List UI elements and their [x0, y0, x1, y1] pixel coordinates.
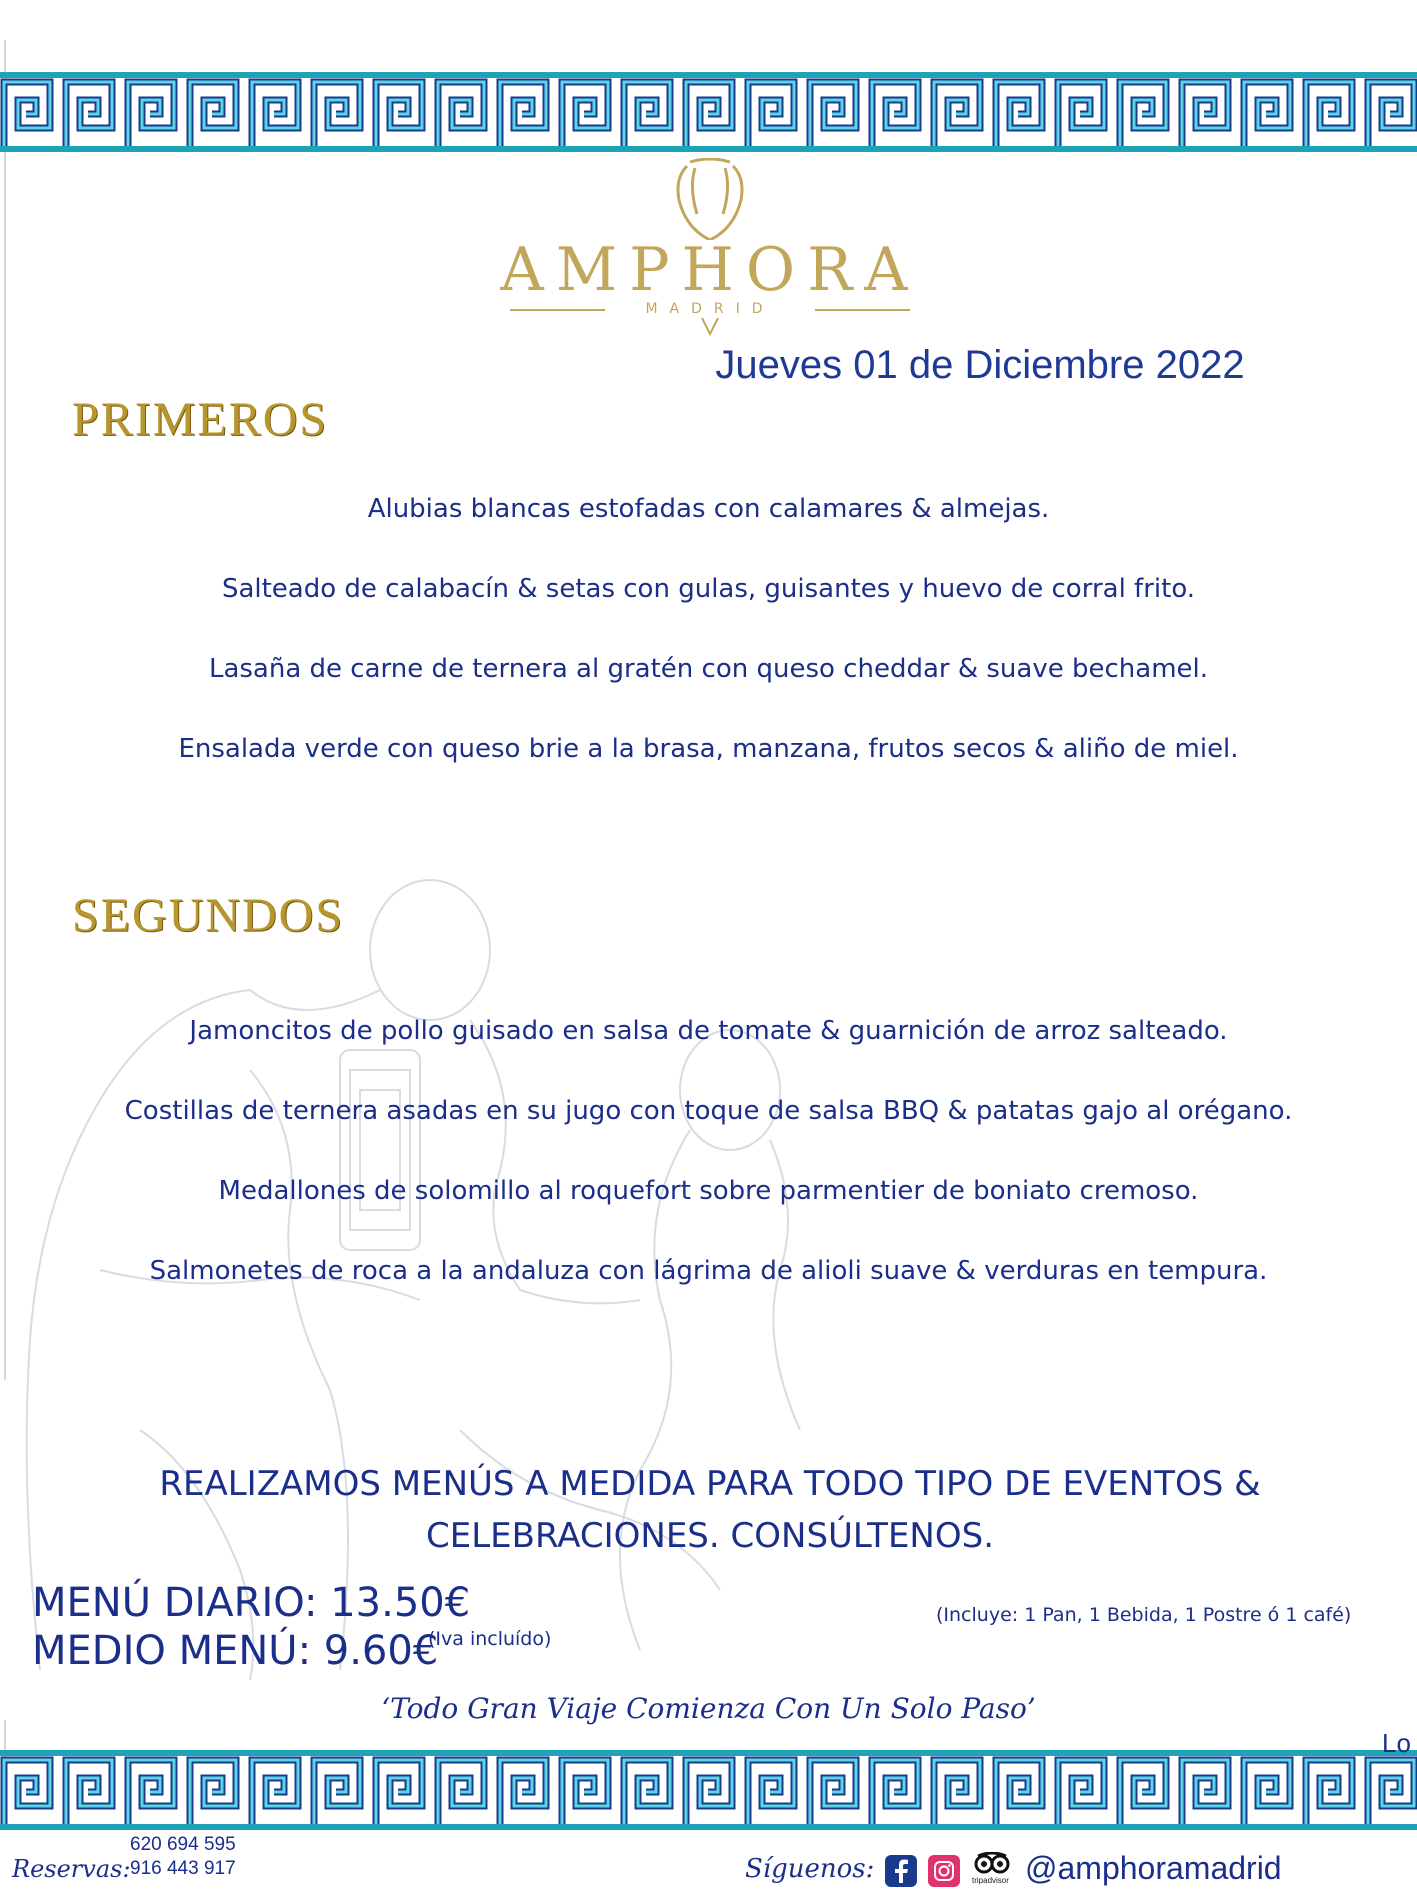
half-menu-price: MEDIO MENÚ: 9.60€	[32, 1628, 439, 1674]
instagram-icon[interactable]	[928, 1855, 960, 1887]
corner-text: Lo	[1382, 1728, 1411, 1758]
menu-date: Jueves 01 de Diciembre 2022	[715, 343, 1245, 387]
section-title-segundos: SEGUNDOS	[72, 889, 345, 942]
reservas-phone-1[interactable]: 620 694 595	[130, 1834, 236, 1855]
amphora-logo	[500, 158, 920, 338]
social-handle[interactable]: @amphoramadrid	[1025, 1850, 1282, 1886]
tripadvisor-icon[interactable]	[972, 1852, 1012, 1888]
greek-key-border-bottom	[0, 1740, 1417, 1830]
daily-menu-price: MENÚ DIARIO: 13.50€	[32, 1580, 471, 1626]
greek-key-border-top	[0, 62, 1417, 152]
motto-quote: ‘Todo Gran Viaje Comienza Con Un Solo Paso’	[381, 1692, 1036, 1725]
brand-divider-left	[510, 309, 605, 311]
brand-divider-right	[815, 309, 910, 311]
events-promo-line-1: REALIZAMOS MENÚS A MEDIDA PARA TODO TIPO DE EVENTOS &	[159, 1464, 1261, 1504]
primeros-dish-4: Ensalada verde con queso brie a la brasa, manzana, frutos secos & aliño de miel.	[178, 734, 1239, 764]
section-title-primeros: PRIMEROS	[72, 393, 329, 446]
segundos-dish-2: Costillas de ternera asadas en su jugo con toque de salsa BBQ & patatas gajo al orégano.	[124, 1096, 1293, 1126]
primeros-dish-3: Lasaña de carne de ternera al gratén con queso cheddar & suave bechamel.	[208, 654, 1209, 684]
events-promo-line-2: CELEBRACIONES. CONSÚLTENOS.	[425, 1516, 995, 1556]
reservas-label: Reservas:	[12, 1855, 131, 1883]
follow-label: Síguenos:	[745, 1854, 875, 1884]
amphora-vase-icon	[665, 158, 755, 240]
vat-note: (Iva incluído)	[428, 1628, 552, 1650]
segundos-dish-3: Medallones de solomillo al roquefort sobre parmentier de boniato cremoso.	[218, 1176, 1199, 1206]
menu-includes-note: (Incluye: 1 Pan, 1 Bebida, 1 Postre ó 1 café)	[936, 1604, 1352, 1626]
segundos-dish-1: Jamoncitos de pollo guisado en salsa de tomate & guarnición de arroz salteado.	[189, 1016, 1228, 1046]
segundos-dish-4: Salmonetes de roca a la andaluza con lágrima de alioli suave & verduras en tempura.	[149, 1256, 1268, 1286]
brand-city: MADRID	[645, 301, 775, 317]
primeros-dish-1: Alubias blancas estofadas con calamares & almejas.	[367, 494, 1050, 524]
primeros-dish-2: Salteado de calabacín & setas con gulas, guisantes y huevo de corral frito.	[221, 574, 1196, 604]
brand-point-icon	[700, 316, 720, 336]
reservas-phone-2[interactable]: 916 443 917	[130, 1858, 236, 1879]
tripadvisor-label: tripadvisor	[972, 1876, 1009, 1885]
brand-name: AMPHORA	[500, 235, 920, 305]
events-promo	[110, 1458, 1310, 1562]
facebook-icon[interactable]	[885, 1855, 917, 1887]
